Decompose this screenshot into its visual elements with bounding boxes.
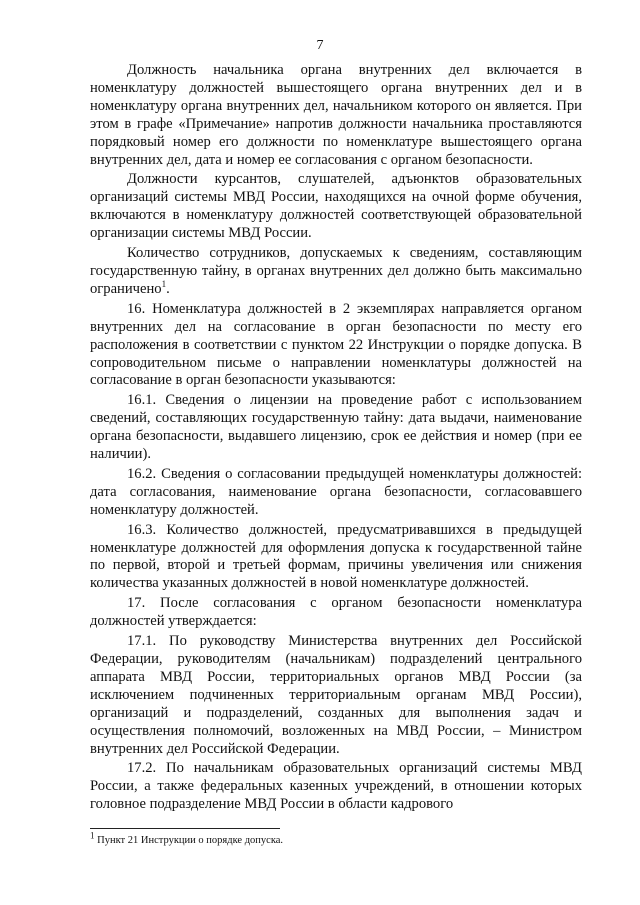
paragraph: 17. После согласования с органом безопасности номенклатура должностей утверждается: <box>90 595 582 630</box>
footnote-text: Пункт 21 Инструкции о порядке допуска. <box>97 835 284 846</box>
paragraph: 16.2. Сведения о согласовании предыдущей номенклатуры должностей: дата согласования, наименование органа безопасности, согласовавшего номенклатуру должностей. <box>90 465 582 518</box>
footnote <box>90 830 582 847</box>
paragraph: 17.2. По начальникам образовательных организаций системы МВД России, а также федеральных казенных учреждений, в отношении которых головное подразделение МВД России в области кадрового <box>90 760 582 813</box>
paragraph: Количество сотрудников, допускаемых к сведениям, составляющим государственную тайну, в органах внутренних дел должно быть максимально ограничено$^1$. <box>90 245 582 297</box>
footnote-divider <box>90 828 280 829</box>
footnote-marker: 1 <box>90 830 95 841</box>
page-number: 7 <box>316 38 324 53</box>
paragraph: Должности курсантов, слушателей, адъюнктов образовательных организаций системы МВД России, находящихся на очной форме обучения, включаются в номенклатуру должностей соответствующей образовательной организации системы МВД России. <box>90 171 582 242</box>
paragraph: 16.3. Количество должностей, предусматривавшихся в предыдущей номенклатуре должностей для оформления допуска к государственной тайне по первой, второй и третьей формам, причины увеличения или снижения количества указанных должностей в новой номенклатуре должностей. <box>90 521 582 592</box>
footnote-reference: 1 <box>161 279 167 290</box>
paragraph-text: Количество сотрудников, допускаемых к сведениям, составляющим государственную тайну, в органах внутренних дел должно быть максимально ограничено <box>90 245 582 297</box>
paragraph: 17.1. По руководству Министерства внутренних дел Российской Федерации, руководителям (начальникам) подразделений центрального аппарата МВД России, территориальных органов МВД России (за исключением подчиненных территориальным органам МВД России), организаций и подразделений, созданных для выполнения задач и осуществления полномочий, возложенных на МВД России, – Министром внутренних дел Российской Федерации. <box>90 633 582 757</box>
paragraph: 16.1. Сведения о лицензии на проведение работ с использованием сведений, составляющих государственную тайну: дата выдачи, наименование органа безопасности, выдавшего лицензию, срок ее действия и номер (при ее наличии). <box>90 392 582 463</box>
paragraph: Должность начальника органа внутренних дел включается в номенклатуру должностей вышестоящего органа внутренних дел и в номенклатуру органа внутренних дел, начальником которого он является. При этом в графе «Примечание» напротив должности начальника проставляются порядковый номер его должности по номенклатуре вышестоящего органа внутренних дел, дата и номер ее согласования с органом безопасности. <box>90 62 582 168</box>
paragraph: 16. Номенклатура должностей в 2 экземплярах направляется органом внутренних дел на согласование в орган безопасности по месту его расположения в соответствии с пунктом 22 Инструкции о порядке допуска. В сопроводительном письме о направлении номенклатуры должностей на согласование в орган безопасности указываются: <box>90 300 582 389</box>
body-text <box>90 62 582 816</box>
